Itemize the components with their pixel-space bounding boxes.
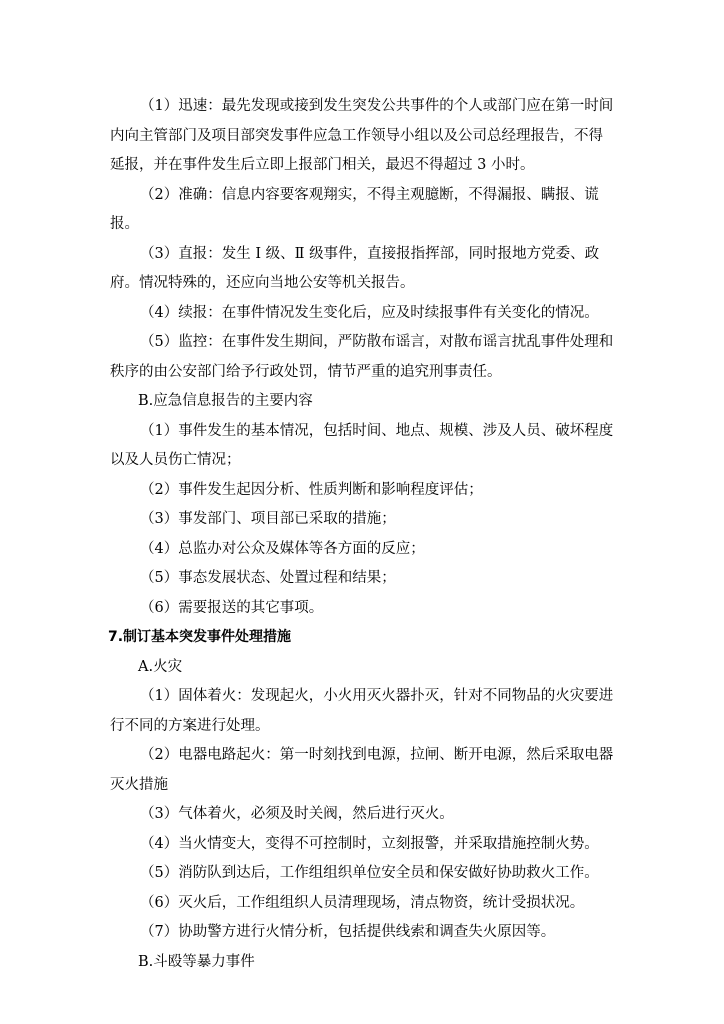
- text-line: 内向主管部门及项目部突发事件应急工作领导小组以及公司总经理报告，不得: [110, 128, 603, 144]
- text-line: （6）灭火后，工作组组织人员清理现场，清点物资，统计受损状况。: [140, 895, 585, 911]
- text-line: （5）消防队到达后，工作组组织单位安全员和保安做好协助救火工作。: [140, 865, 599, 881]
- subheading: B.应急信息报告的主要内容: [138, 393, 313, 409]
- text-line: （7）协助警方进行火情分析，包括提供线索和调查失火原因等。: [140, 924, 556, 940]
- subheading: B.斗殴等暴力事件: [138, 954, 255, 970]
- text-line: （2）事件发生起因分析、性质判断和影响程度评估；: [140, 482, 483, 498]
- text-line: 秩序的由公安部门给予行政处罚，情节严重的追究刑事责任。: [110, 364, 502, 380]
- text-line: （5）监控：在事件发生期间，严防散布谣言，对散布谣言扰乱事件处理和: [140, 334, 614, 350]
- text-line: （5）事态发展状态、处置过程和结果；: [140, 570, 396, 586]
- subheading: A.火灾: [138, 659, 183, 675]
- text-line: 行不同的方案进行处理。: [110, 718, 270, 734]
- text-line: （6）需要报送的其它事项。: [140, 600, 324, 616]
- text-line: （4）当火情变大，变得不可控制时，立刻报警，并采取措施控制火势。: [140, 836, 599, 852]
- text-line: （2）电器电路起火：第一时刻找到电源，拉闸、断开电源，然后采取电器: [140, 747, 614, 763]
- text-line: （1）迅速：最先发现或接到发生突发公共事件的个人或部门应在第一时间: [140, 98, 614, 114]
- text-line: 灭火措施: [110, 777, 168, 793]
- text-line: （4）总监办对公众及媒体等各方面的反应；: [140, 541, 425, 557]
- text-line: 延报，并在事件发生后立即上报部门相关，最迟不得超过 3 小时。: [110, 157, 535, 173]
- text-line: （4）续报：在事件情况发生变化后，应及时续报事件有关变化的情况。: [140, 305, 599, 321]
- text-line: （1）固体着火：发现起火，小火用灭火器扑灭，针对不同物品的火灾要进: [140, 688, 614, 704]
- text-line: （3）事发部门、项目部已采取的措施；: [140, 511, 396, 527]
- text-line: 以及人员伤亡情况；: [110, 452, 241, 468]
- text-line: （2）准确：信息内容要客观翔实，不得主观臆断，不得漏报、瞒报、谎: [140, 187, 599, 203]
- text-line: （3）气体着火，必须及时关阀，然后进行灭火。: [140, 806, 454, 822]
- text-line: （1）事件发生的基本情况，包括时间、地点、规模、涉及人员、破坏程度: [140, 423, 614, 439]
- text-line: （3）直报：发生 Ⅰ 级、Ⅱ 级事件，直接报指挥部，同时报地方党委、政: [140, 246, 600, 262]
- text-line: 报。: [110, 216, 139, 232]
- text-line: 府。情况特殊的，还应向当地公安等机关报告。: [110, 275, 415, 291]
- section-heading: 7.制订基本突发事件处理措施: [108, 629, 292, 645]
